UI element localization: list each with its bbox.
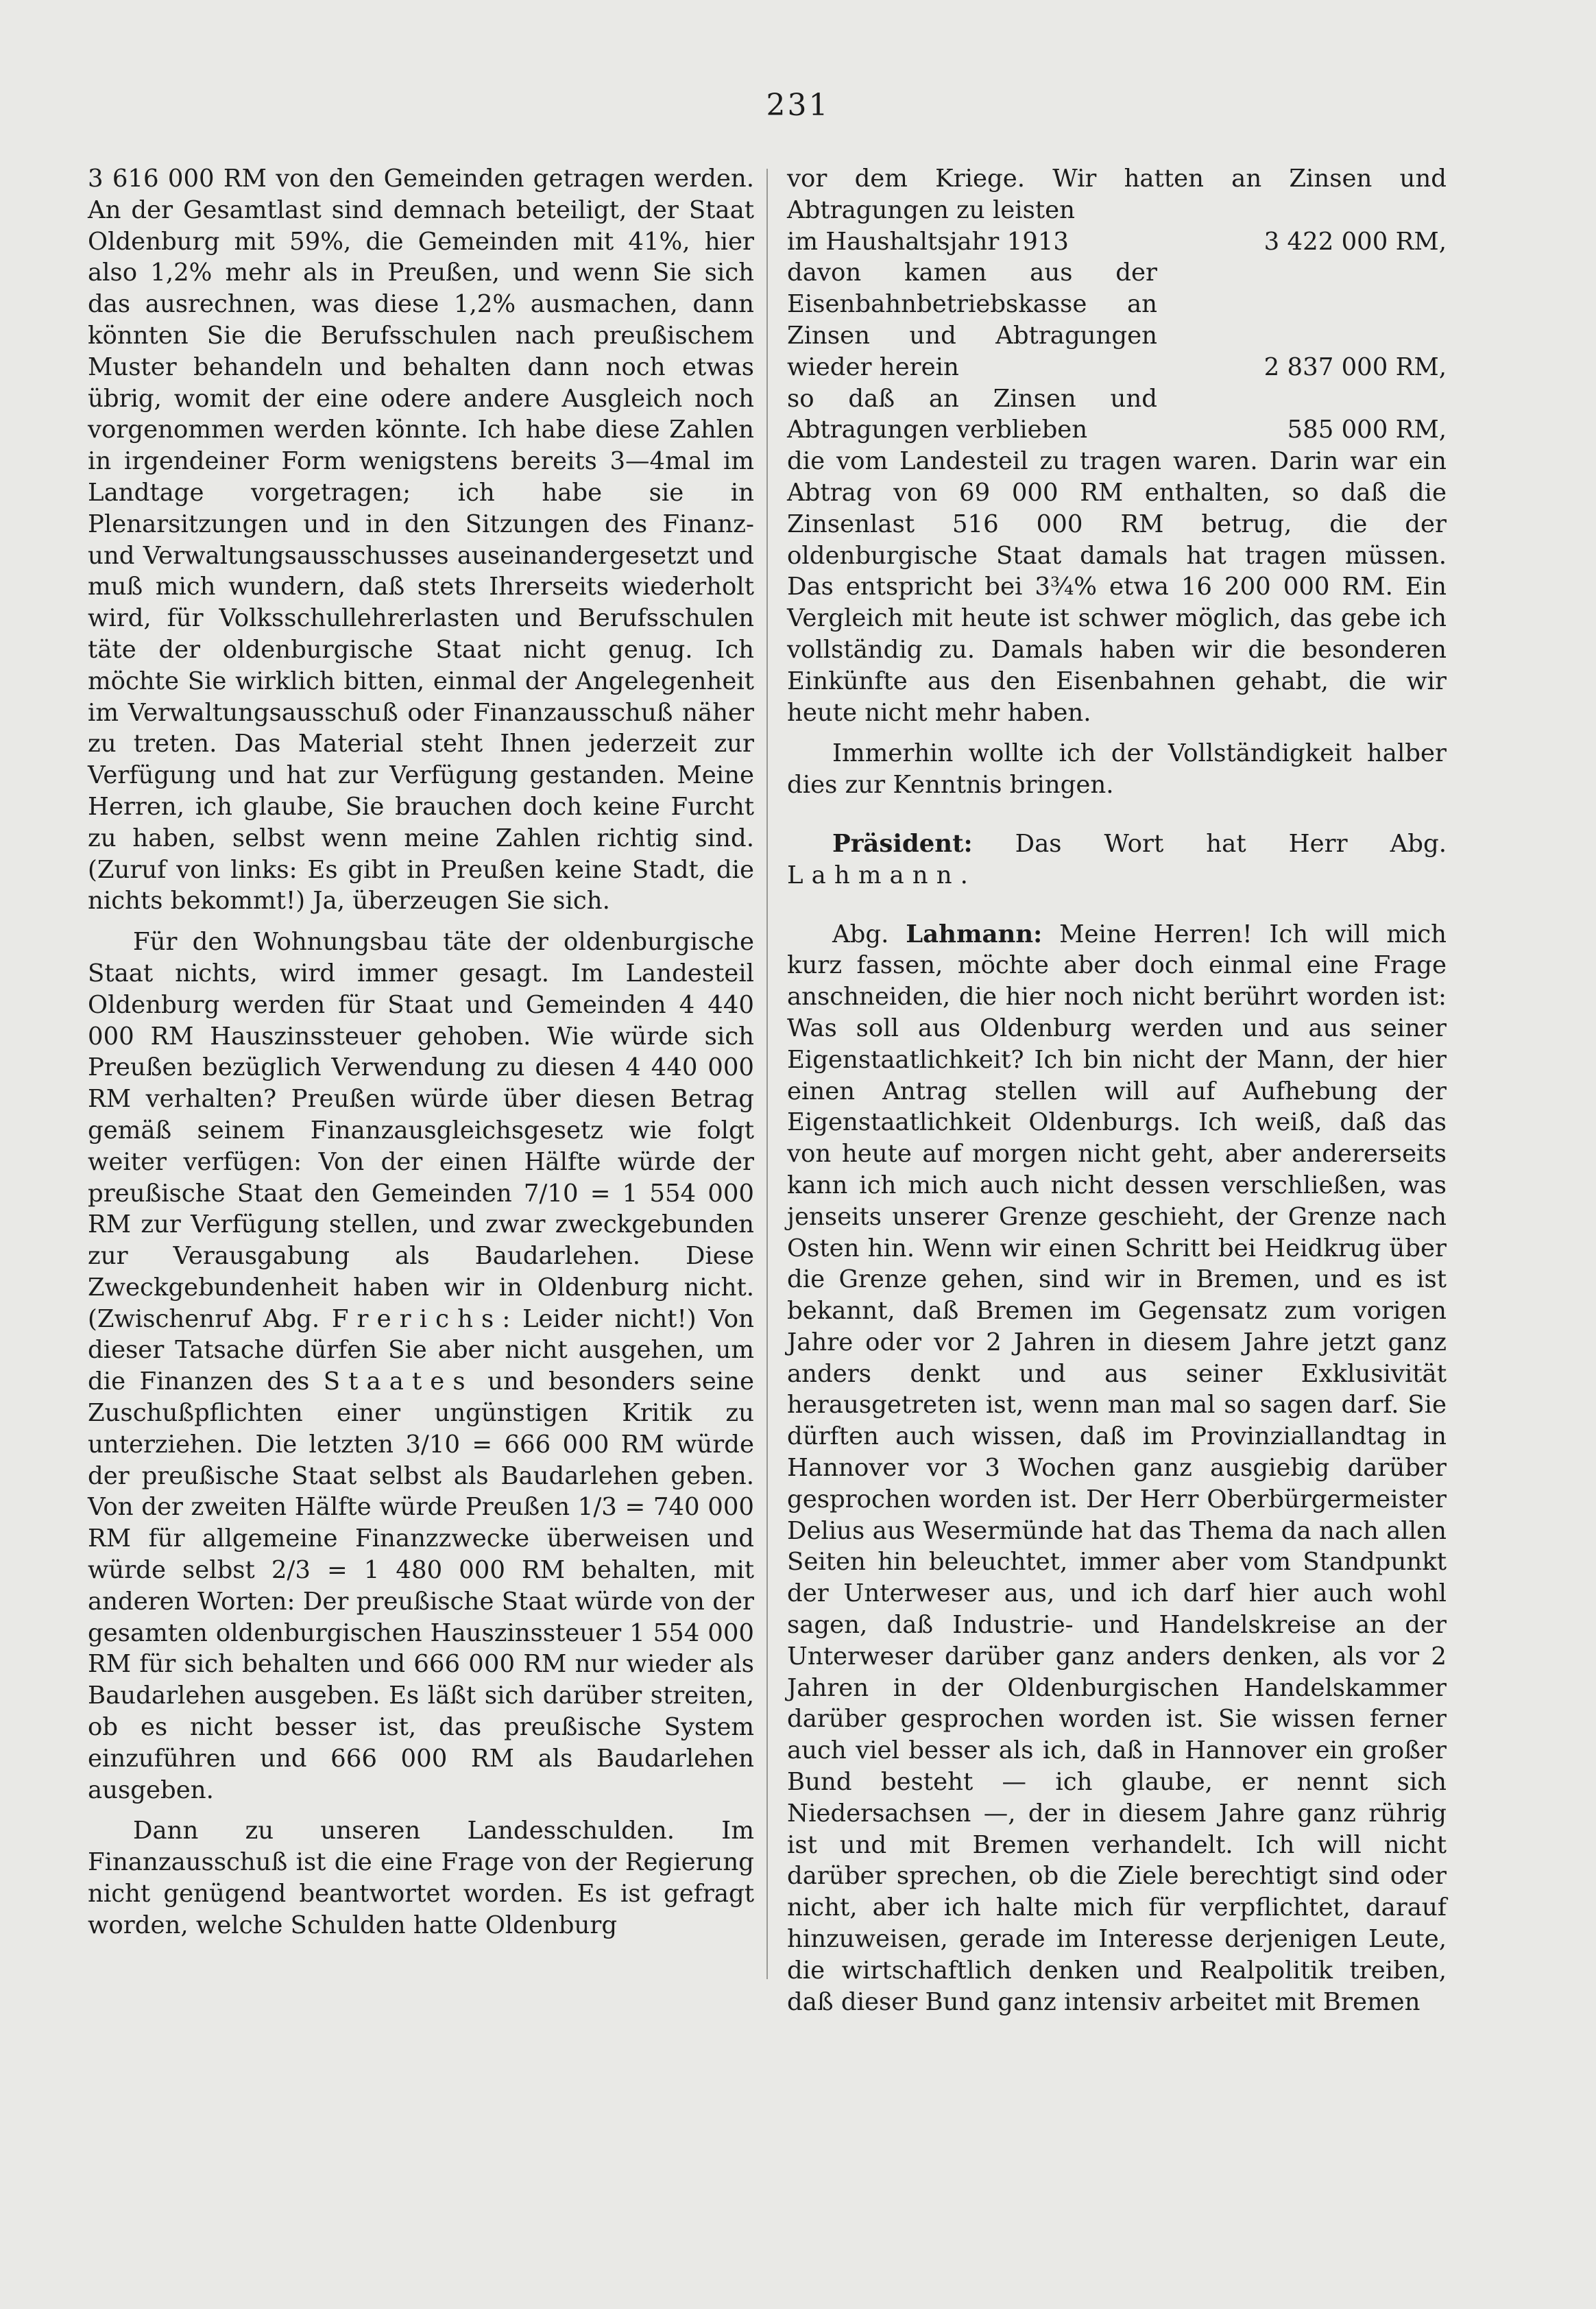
speaker-name: Lahmann. <box>787 861 977 889</box>
finance-row: davon kamen aus der Eisenbahnbetriebskasse an Zinsen und Abtragungen wieder herein 2 837 000 RM, <box>787 259 1447 381</box>
speech: Abg. Lahmann: Meine Herren! Ich will mich kurz fassen, möchte aber doch einmal eine Frage anschneiden, die hier noch nicht berührt worden ist: Was soll aus Oldenburg werden und aus seiner Eigenstaatlichkeit? Ich bin nicht der Mann, der hier einen Antrag stellen will auf Aufhebung der Eigenstaatlichkeit Oldenburgs. Ich weiß, daß das von heute auf morgen nicht geht, aber andererseits kann ich mich auch nicht dessen verschließen, was jenseits unserer Grenze geschieht, der Grenze nach Osten hin. Wenn wir einen Schritt bei Heidkrug über die Grenze gehen, sind wir in Bremen, und es ist bekannt, daß Bremen im Gegensatz zum vorigen Jahre oder vor 2 Jahren in diesem Jahre jetzt ganz anders denkt und aus seiner Exklusivität herausgetreten ist, wenn man mal so sagen darf. Sie dürften auch wissen, daß im Provinziallandtag in Hannover vor 3 Wochen ganz ausgiebig darüber gesprochen worden ist. Der Herr Oberbürgermeister Delius aus Wesermünde hat das Thema da nach allen Seiten hin beleuchtet, immer aber vom Standpunkt der Unterweser aus, und ich darf hier auch wohl sagen, daß Industrie- und Handelskreise an der Unterweser darüber ganz anders denken, als vor 2 Jahren in der Oldenburgischen Handelskammer darüber gesprochen worden ist. Sie wissen ferner auch viel besser als ich, daß in Hannover ein großer Bund besteht — ich glaube, er nennt sich Niedersachsen —, der in diesem Jahre ganz rührig ist und mit Bremen verhandelt. Ich will nicht darüber sprechen, ob die Ziele berechtigt sind oder nicht, aber ich halte mich für verpflichtet, darauf hinzuweisen, gerade im Interesse derjenigen Leute, die wirtschaftlich denken und Realpolitik treiben, daß dieser Bund ganz intensiv arbeitet mit Bremen <box>787 920 1447 2016</box>
paragraph: Dann zu unseren Landesschulden. Im Finanzausschuß ist die eine Frage von der Regierung nicht genügend beantwortet worden. Es ist gefragt worden, welche Schulden hatte Oldenburg <box>88 1817 754 1939</box>
finance-table <box>787 163 1447 728</box>
emphasis-spaced: Staates <box>323 1367 474 1396</box>
paragraph: Immerhin wollte ich der Vollständigkeit halber dies zur Kenntnis bringen. <box>787 739 1447 800</box>
finance-row: so daß an Zinsen und Abtragungen verblieben 585 000 RM, <box>787 384 1447 444</box>
finance-intro: vor dem Kriege. Wir hatten an Zinsen und Abtragungen zu leisten <box>787 165 1447 224</box>
page-number: 231 <box>766 88 830 123</box>
speaker-name: Frerichs <box>331 1304 503 1333</box>
finance-row: im Haushaltsjahr 1913 3 422 000 RM, <box>787 227 1447 256</box>
paragraph: die vom Landesteil zu tragen waren. Darin war ein Abtrag von 69 000 RM enthalten, so daß die Zinsenlast 516 000 RM betrug, die der oldenburgische Staat damals hat tragen müssen. Das entspricht bei 3¾% etwa 16 200 000 RM. Ein Vergleich mit heute ist schwer möglich, das gebe ich vollständig zu. Damals haben wir die besonderen Einkünfte aus den Eisenbahnen gehabt, die wir heute nicht mehr haben. <box>787 447 1447 727</box>
speaker-label: Lahmann: <box>906 920 1043 948</box>
paragraph: 3 616 000 RM von den Gemeinden getragen werden. An der Gesamtlast sind demnach beteiligt, der Staat Oldenburg mit 59%, die Gemeinden mit 41%, hier also 1,2% mehr als in Preußen, und wenn Sie sich das ausrechnen, was diese 1,2% ausmachen, dann könnten Sie die Berufsschulen nach preußischem Muster behandeln und behalten dann noch etwas übrig, womit der eine odere andere Ausgleich noch vorgenommen werden könnte. Ich habe diese Zahlen in irgendeiner Form wenigstens bereits 3—4mal im Landtage vorgetragen; ich habe sie in Plenarsitzungen und in den Sitzungen des Finanz- und Verwaltungsausschusses auseinandergesetzt und muß mich wundern, daß stets Ihrerseits wiederholt wird, für Volksschullehrerlasten und Berufsschulen täte der oldenburgische Staat nicht genug. Ich möchte Sie wirklich bitten, einmal der Angelegenheit im Verwaltungsausschuß oder Finanzausschuß näher zu treten. Das Material steht Ihnen jederzeit zur Verfügung und hat zur Verfügung gestanden. Meine Herren, ich glaube, Sie brauchen doch keine Furcht zu haben, selbst wenn meine Zahlen richtig sind. (Zuruf von links: Es gibt in Preußen keine Stadt, die nichts bekommt!) Ja, überzeugen Sie sich. <box>88 165 754 916</box>
right-column <box>787 163 1447 2027</box>
speaker-label: Präsident: <box>832 829 973 858</box>
column-divider <box>766 169 768 1979</box>
paragraph: Für den Wohnungsbau täte der oldenburgische Staat nichts, wird immer gesagt. Im Landesteil Oldenburg werden für Staat und Gemeinden 4 440 000 RM Hauszinssteuer gehoben. Wie würde sich Preußen bezüglich Verwendung zu diesen 4 440 000 RM verhalten? Preußen würde über diesen Betrag gemäß seinem Finanzausgleichsgesetz wie folgt weiter verfügen: Von der einen Hälfte würde der preußische Staat den Gemeinden 7/10 = 1 554 000 RM zur Verfügung stellen, und zwar zweckgebunden zur Verausgabung als Baudarlehen. Diese Zweckgebundenheit haben wir in Oldenburg nicht. (Zwischenruf Abg. Frerichs: Leider nicht!) Von dieser Tatsache dürfen Sie aber nicht ausgehen, um die Finanzen des Staates und besonders seine Zuschußpflichten einer ungünstigen Kritik zu unterziehen. Die letzten 3/10 = 666 000 RM würde der preußische Staat selbst als Baudarlehen geben. Von der zweiten Hälfte würde Preußen 1/3 = 740 000 RM für allgemeine Finanzzwecke überweisen und würde selbst 2/3 = 1 480 000 RM behalten, mit anderen Worten: Der preußische Staat würde von der gesamten oldenburgischen Hauszinssteuer 1 554 000 RM für sich behalten und 666 000 RM nur wieder als Baudarlehen ausgeben. Es läßt sich darüber streiten, ob es nicht besser ist, das preußische System einzuführen und 666 000 RM als Baudarlehen ausgeben. <box>88 928 754 1804</box>
president-remark: Präsident: Das Wort hat Herr Abg. Lahmann. <box>787 829 1447 889</box>
left-column <box>88 163 754 1951</box>
